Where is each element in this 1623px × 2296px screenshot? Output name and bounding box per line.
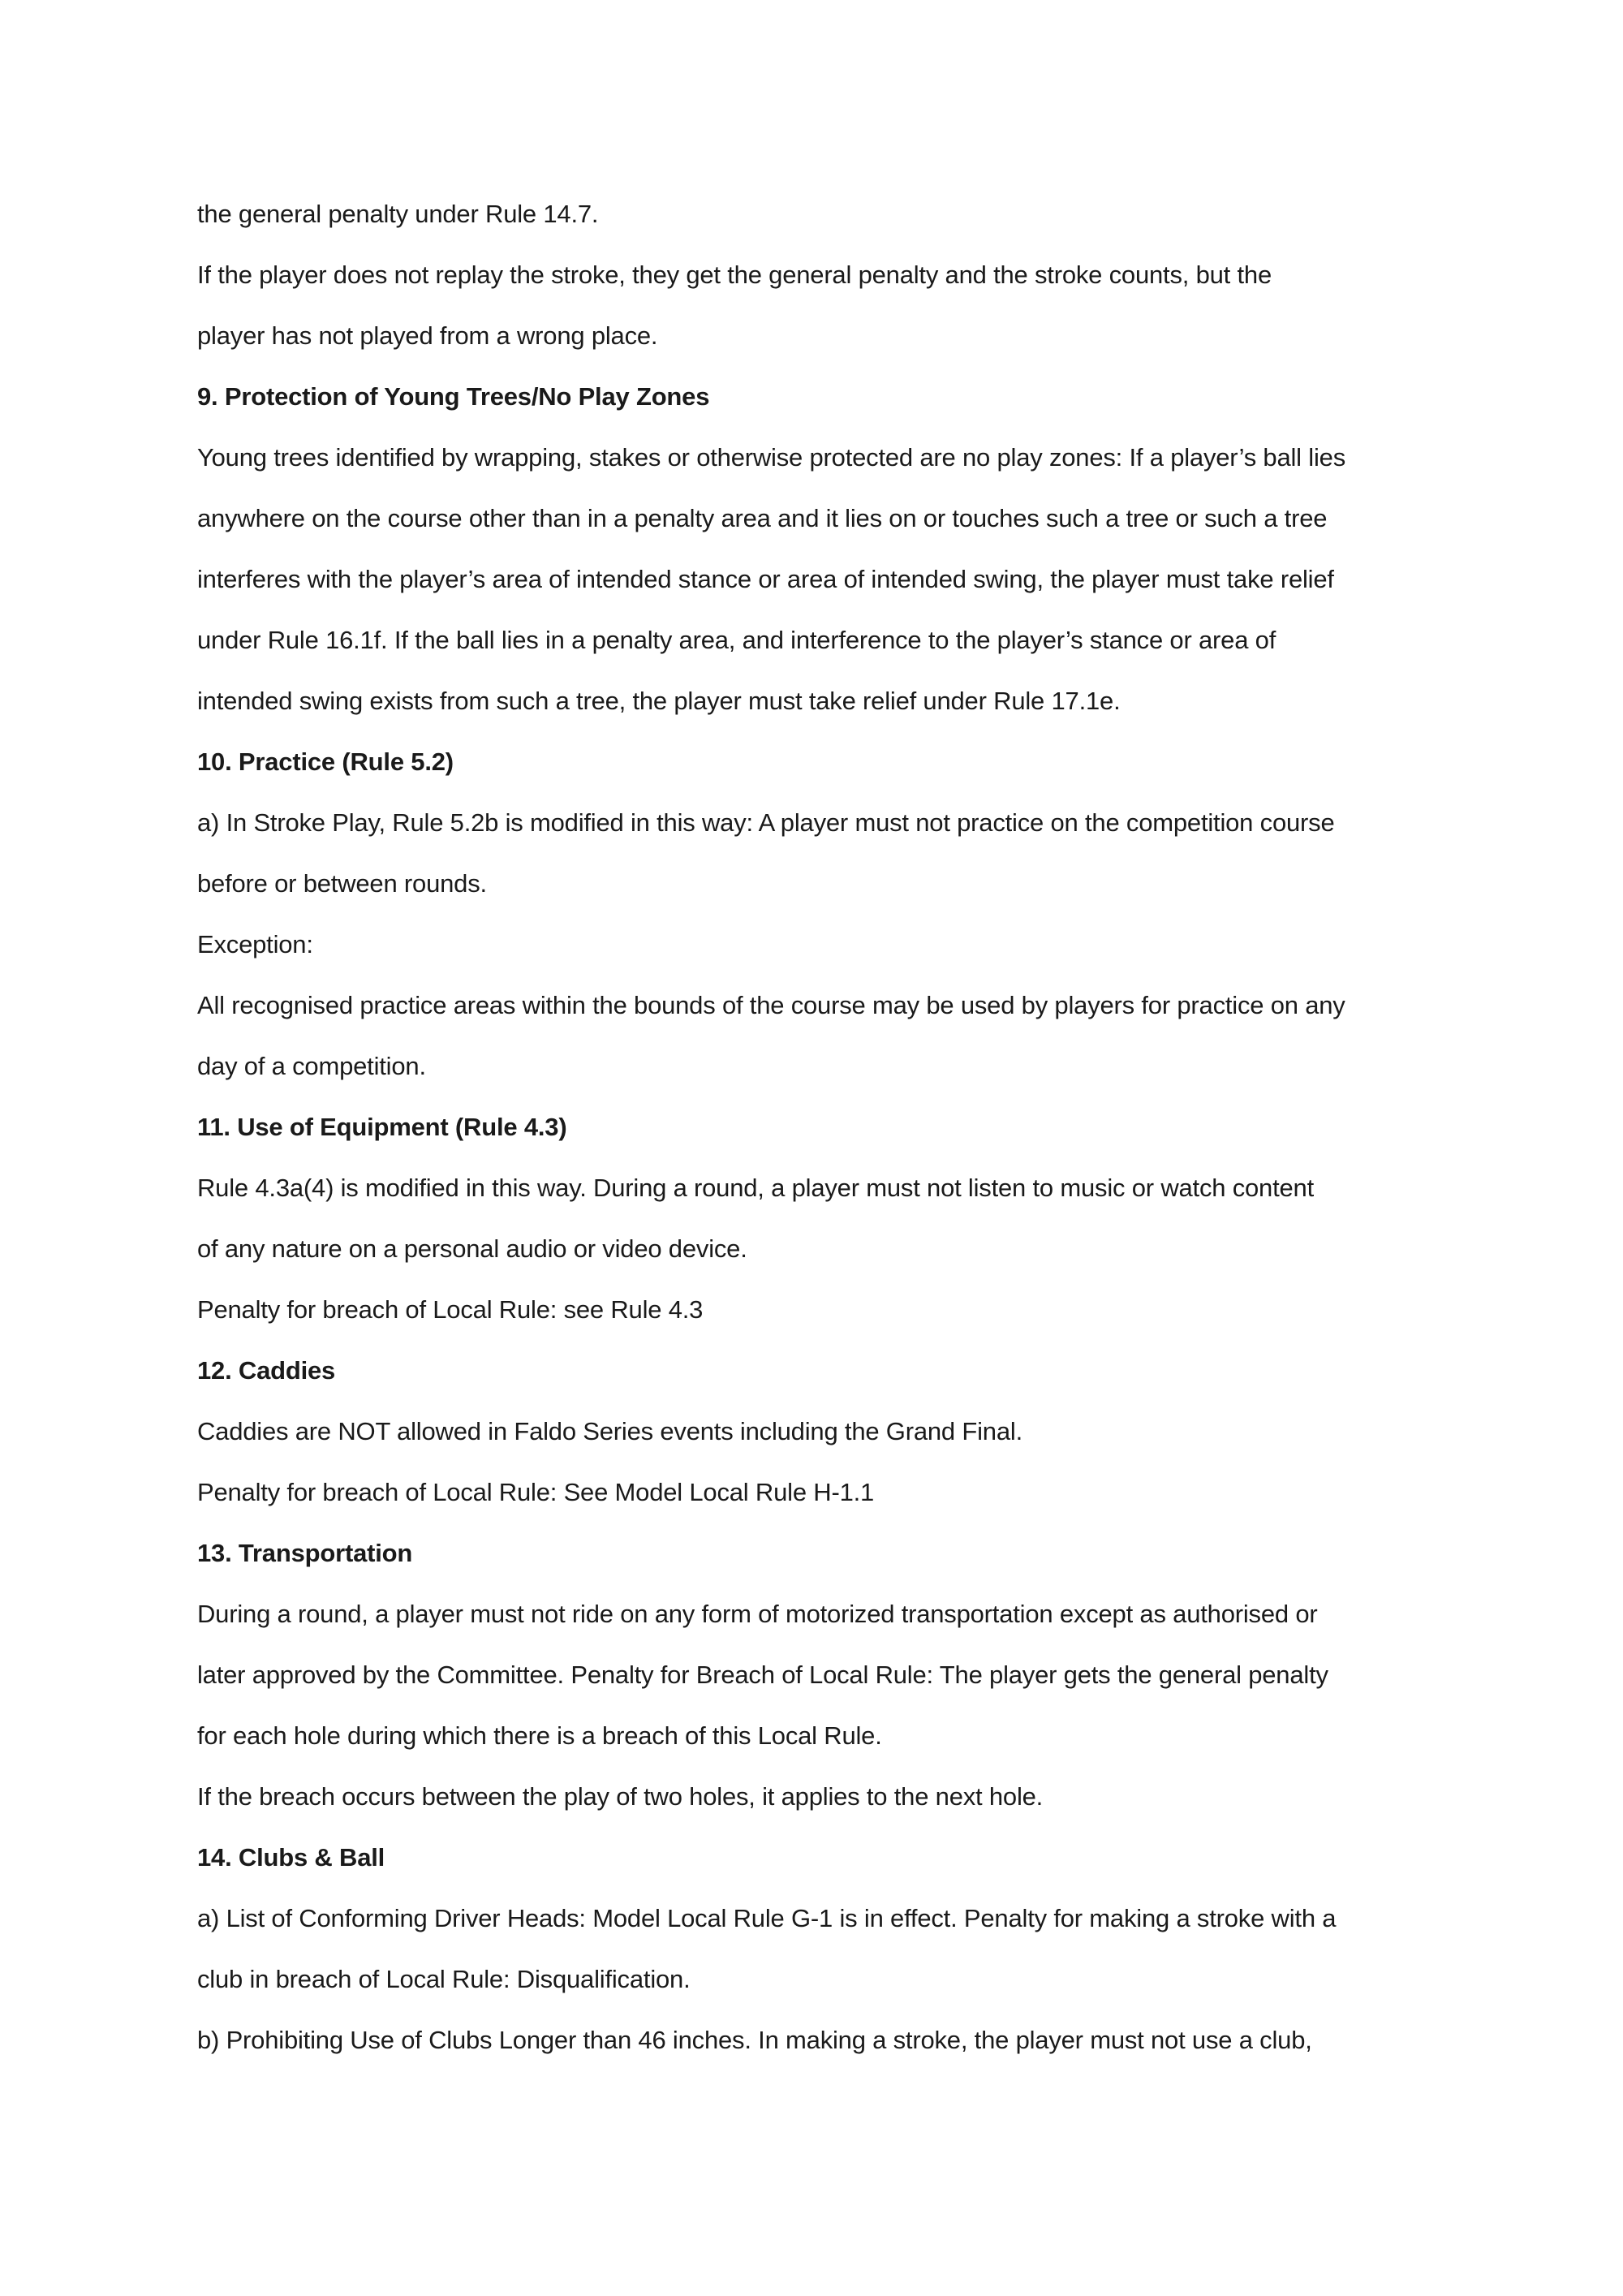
- body-text-line: If the breach occurs between the play of two holes, it applies to the next hole.: [197, 1782, 1044, 1811]
- body-text-line: club in breach of Local Rule: Disqualification.: [197, 1965, 691, 1993]
- section-heading-10: 10. Practice (Rule 5.2): [197, 747, 454, 776]
- body-text-line: a) List of Conforming Driver Heads: Model Local Rule G-1 is in effect. Penalty for making a stroke with a: [197, 1904, 1337, 1932]
- body-text-line: Penalty for breach of Local Rule: See Model Local Rule H-1.1: [197, 1478, 875, 1506]
- body-text-line: anywhere on the course other than in a penalty area and it lies on or touches such a tree or such a tree: [197, 504, 1328, 532]
- section-heading-9: 9. Protection of Young Trees/No Play Zones: [197, 382, 710, 411]
- body-text-line: before or between rounds.: [197, 869, 487, 898]
- body-text-line: under Rule 16.1f. If the ball lies in a penalty area, and interference to the player’s stance or area of: [197, 626, 1276, 654]
- body-text-line: of any nature on a personal audio or video device.: [197, 1234, 747, 1263]
- body-text-line: Young trees identified by wrapping, stakes or otherwise protected are no play zones: If a player’s ball lies: [197, 443, 1345, 472]
- body-text-line: interferes with the player’s area of intended stance or area of intended swing, the player must take relief: [197, 565, 1334, 593]
- body-text-line: Penalty for breach of Local Rule: see Rule 4.3: [197, 1295, 704, 1324]
- body-text-line: Exception:: [197, 930, 313, 958]
- body-text-line: player has not played from a wrong place.: [197, 321, 658, 350]
- body-text-line: If the player does not replay the stroke, they get the general penalty and the stroke counts, but the: [197, 261, 1272, 289]
- body-text-line: later approved by the Committee. Penalty for Breach of Local Rule: The player gets the general penalty: [197, 1661, 1328, 1689]
- section-heading-12: 12. Caddies: [197, 1356, 336, 1385]
- section-heading-14: 14. Clubs & Ball: [197, 1843, 385, 1872]
- body-text-line: a) In Stroke Play, Rule 5.2b is modified in this way: A player must not practice on the competition course: [197, 808, 1335, 837]
- body-text-line: day of a competition.: [197, 1052, 426, 1080]
- body-text-line: During a round, a player must not ride on any form of motorized transportation except as authorised or: [197, 1600, 1318, 1628]
- section-heading-13: 13. Transportation: [197, 1539, 413, 1567]
- body-text-line: intended swing exists from such a tree, the player must take relief under Rule 17.1e.: [197, 687, 1121, 715]
- body-text-line: b) Prohibiting Use of Clubs Longer than 46 inches. In making a stroke, the player must not use a club,: [197, 2026, 1312, 2054]
- body-text-line: All recognised practice areas within the bounds of the course may be used by players for practice on any: [197, 991, 1345, 1019]
- body-text-line: Rule 4.3a(4) is modified in this way. During a round, a player must not listen to music or watch content: [197, 1174, 1315, 1202]
- body-text-line: for each hole during which there is a breach of this Local Rule.: [197, 1721, 882, 1750]
- body-text-line: the general penalty under Rule 14.7.: [197, 200, 599, 228]
- section-heading-11: 11. Use of Equipment (Rule 4.3): [197, 1113, 567, 1141]
- body-text-line: Caddies are NOT allowed in Faldo Series events including the Grand Final.: [197, 1417, 1022, 1445]
